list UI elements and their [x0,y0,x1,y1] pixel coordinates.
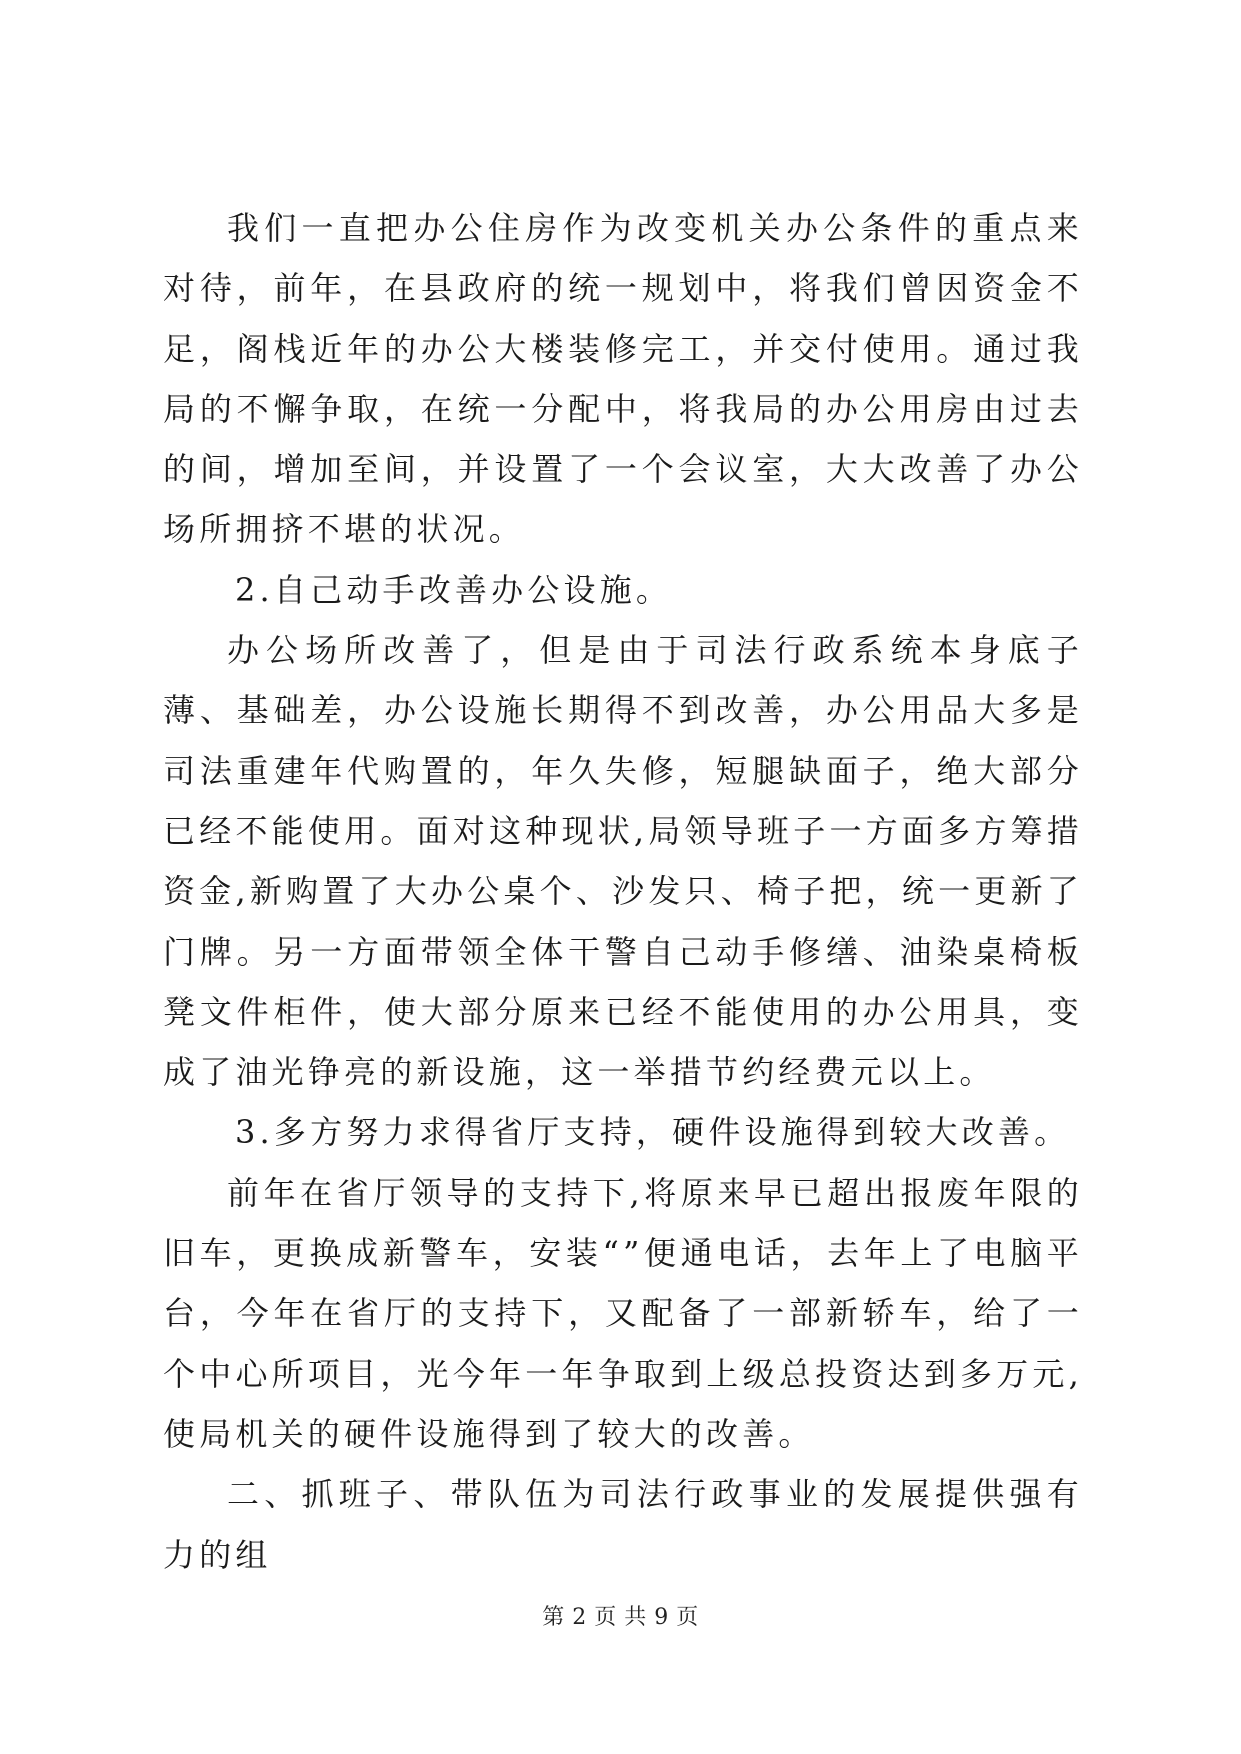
paragraph-hardware-improvement: 前年在省厅领导的支持下,将原来早已超出报废年限的旧车，更换成新警车，安装“”便通电话，去年上了电脑平台，今年在省厅的支持下，又配备了一部新轿车，给了一个中心所项目，光今年一年争取到上级总投资达到多万元,使局机关的硬件设施得到了较大的改善。 [163,1173,1083,1453]
heading-provincial-support: 3.多方努力求得省厅支持，硬件设施得到较大改善。 [235,1113,1071,1152]
page-number-label: 第 2 页 共 9 页 [542,1605,699,1630]
paragraph-office-facilities: 办公场所改善了，但是由于司法行政系统本身底子薄、基础差，办公设施长期得不到改善，办公用品大多是司法重建年代购置的，年久失修，短腿缺面子，绝大部分已经不能使用。面对这种现状,局领导班子一方面多方筹措资金,新购置了大办公桌个、沙发只、椅子把，统一更新了门牌。另一方面带领全体干警自己动手修缮、油染桌椅板凳文件柜件，使大部分原来已经不能使用的办公用具，变成了油光铮亮的新设施，这一举措节约经费元以上。 [163,631,1083,1092]
body-text [163,198,1083,1585]
page-footer [0,1600,1241,1631]
heading-improve-facilities: 2.自己动手改善办公设施。 [235,570,673,609]
paragraph-section-two-start: 二、抓班子、带队伍为司法行政事业的发展提供强有力的组 [163,1475,1083,1574]
paragraph-office-housing: 我们一直把办公住房作为改变机关办公条件的重点来对待，前年，在县政府的统一规划中，将我们曾因资金不足，阁栈近年的办公大楼装修完工，并交付使用。通过我局的不懈争取，在统一分配中，将我局的办公用房由过去的间，增加至间，并设置了一个会议室，大大改善了办公场所拥挤不堪的状况。 [163,209,1083,549]
